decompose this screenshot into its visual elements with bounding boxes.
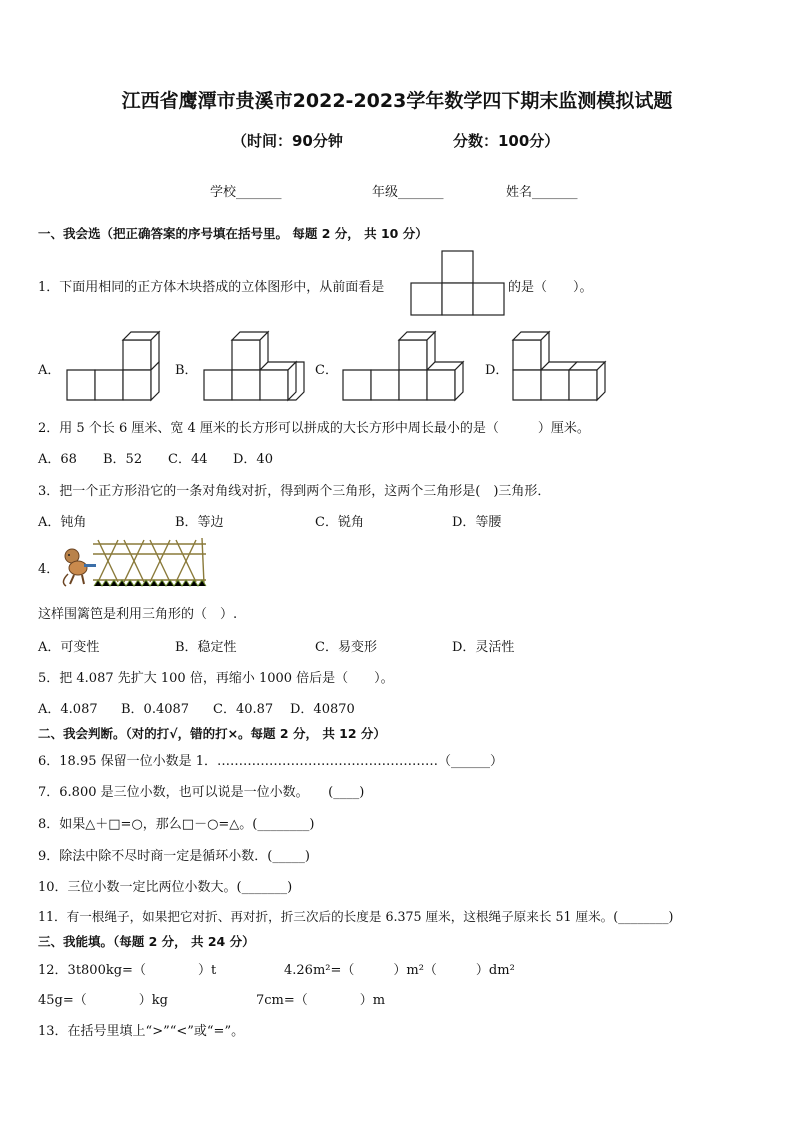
q4-option-d: D．灵活性: [452, 640, 515, 655]
q1-option-a: A．: [38, 363, 61, 378]
question-6-text: 6．18.95 保留一位小数是 1．……………………………………………（______）: [38, 754, 504, 769]
q1-option-b: B．: [175, 363, 198, 378]
question-4-number: 4．: [38, 562, 60, 577]
q3-option-d: D．等腰: [452, 515, 502, 530]
q5-option-b: B．0.4087: [121, 702, 190, 717]
question-3-text: 3．把一个正方形沿它的一条对角线对折，得到两个三角形，这两个三角形是( )三角形．: [38, 484, 551, 499]
question-1-text-end: 的是（ ）。: [508, 280, 593, 295]
question-13-text: 13．在括号里填上“>”“<”或“=”。: [38, 1024, 245, 1039]
question-2-text: 2．用 5 个长 6 厘米、宽 4 厘米的长方形可以拼成的大长方形中周长最小的是（ ）厘米。: [38, 421, 590, 436]
section-heading-2: 二、我会判断。（对的打√，错的打×。每题 2 分， 共 12 分）: [38, 726, 386, 741]
cube-figure-a: [66, 328, 176, 404]
q2-option-d: D．40: [233, 452, 273, 467]
question-5-text: 5．把 4.087 先扩大 100 倍，再缩小 1000 倍后是（ ）。: [38, 671, 394, 686]
q1-option-c: C．: [315, 363, 338, 378]
question-4-text: 这样围篱笆是利用三角形的（ ）.: [38, 607, 238, 622]
question-7-text: 7．6.800 是三位小数，也可以说是一位小数。 (____): [38, 785, 365, 800]
q5-option-a: A．4.087: [38, 702, 98, 717]
question-8-text: 8．如果△＋□=○，那么□－○=△。(________): [38, 817, 315, 832]
question-12-part-d: 7cm=（ ）m: [256, 993, 386, 1008]
page-title: 江西省鹰潭市贵溪市2022-2023学年数学四下期末监测模拟试题: [121, 90, 673, 112]
question-12-part-a: 12．3t800kg=（ ）t: [38, 963, 217, 978]
question-11-text: 11．有一根绳子，如果把它对折、再对折，折三次后的长度是 6.375 厘米，这根绳子原来长 51 厘米。(________): [38, 909, 674, 924]
section-heading-1: 一、我会选（把正确答案的序号填在括号里。 每题 2 分， 共 10 分）: [38, 226, 428, 241]
q4-option-a: A．可变性: [38, 640, 100, 655]
exam-score: 分数：100分）: [453, 132, 560, 150]
exam-time: （时间：90分钟: [232, 132, 343, 150]
q3-option-c: C．锐角: [315, 515, 364, 530]
cube-figure-b: [203, 328, 313, 404]
name-field: 姓名_______: [506, 185, 578, 200]
q5-option-d: D．40870: [290, 702, 355, 717]
question-10-text: 10．三位小数一定比两位小数大。(_______): [38, 880, 293, 895]
cube-figure-c: [342, 328, 472, 404]
q3-option-b: B．等边: [175, 515, 224, 530]
front-view-figure: [410, 250, 506, 316]
question-9-text: 9．除法中除不尽时商一定是循环小数．(_____): [38, 849, 310, 864]
section-heading-3: 三、我能填。（每题 2 分， 共 24 分）: [38, 934, 255, 949]
q2-option-c: C．44: [168, 452, 208, 467]
q3-option-a: A．钝角: [38, 515, 87, 530]
q2-option-a: A．68: [38, 452, 77, 467]
q5-option-c: C．40.87: [213, 702, 274, 717]
question-12-part-b: 4.26m²=（ ）m²（ ）dm²: [284, 963, 515, 978]
question-12-part-c: 45g=（ ）kg: [38, 993, 168, 1008]
q1-option-d: D．: [485, 363, 509, 378]
fence-illustration: [58, 534, 208, 590]
cube-figure-d: [512, 328, 622, 404]
school-field: 学校_______: [210, 185, 282, 200]
q4-option-b: B．稳定性: [175, 640, 237, 655]
question-1-text: 1．下面用相同的正方体木块搭成的立体图形中，从前面看是: [38, 280, 385, 295]
grade-field: 年级_______: [372, 185, 444, 200]
q4-option-c: C．易变形: [315, 640, 377, 655]
q2-option-b: B．52: [103, 452, 143, 467]
